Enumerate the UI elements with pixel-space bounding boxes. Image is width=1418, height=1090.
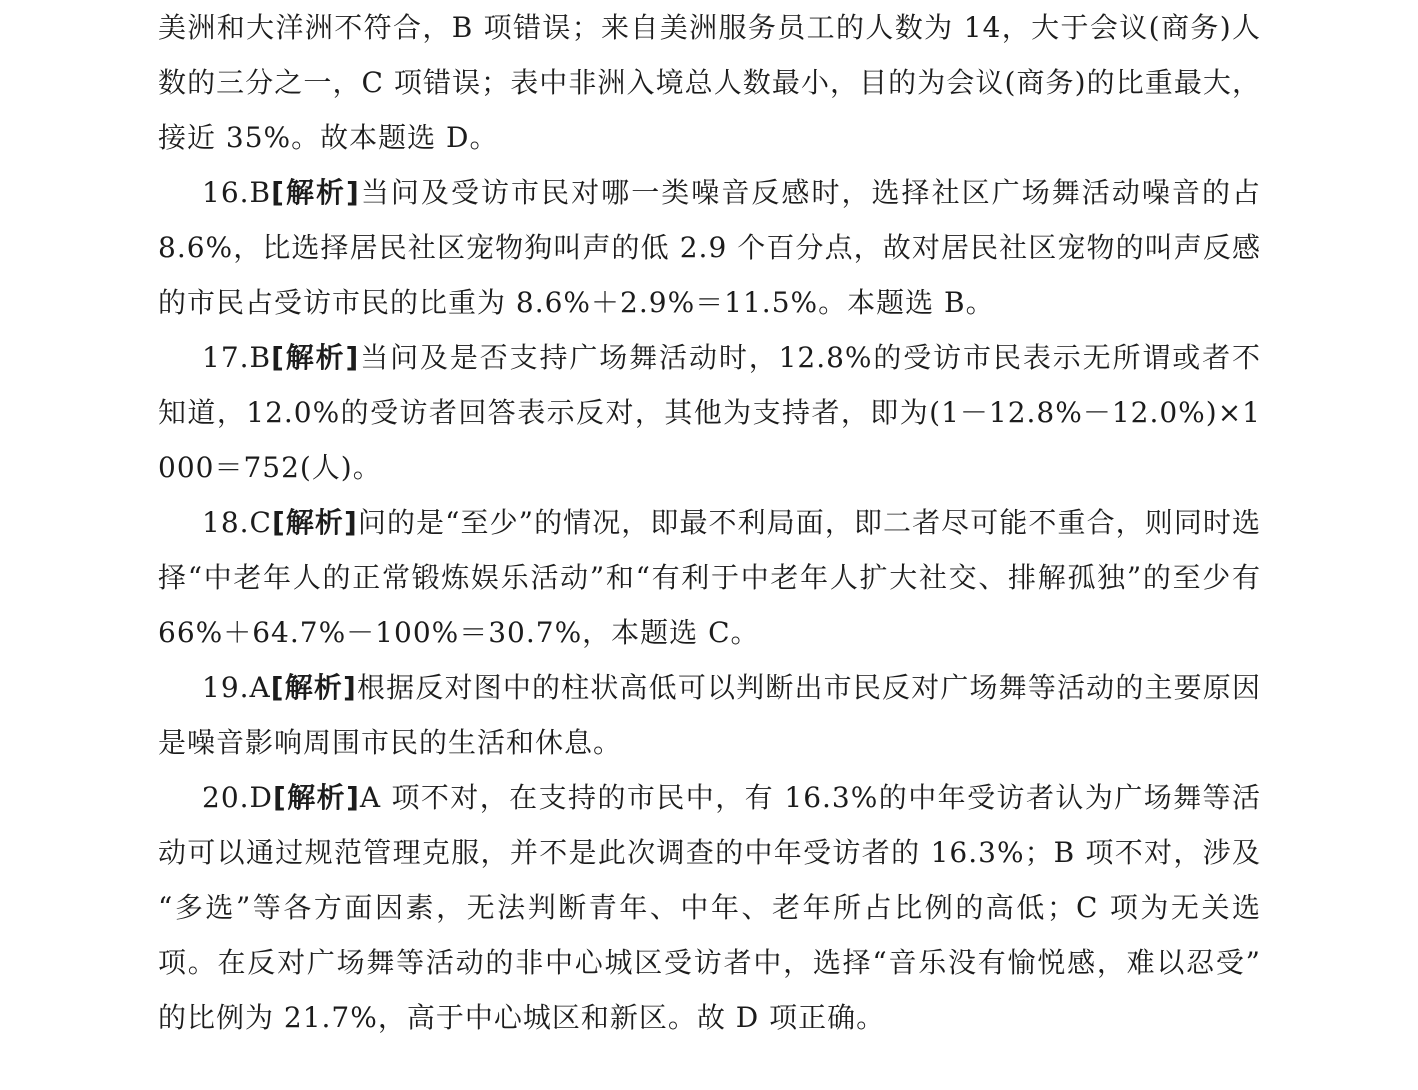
question-number: 19.A — [202, 671, 271, 704]
paragraph-text: 当问及是否支持广场舞活动时，12.8%的受访市民表示无所谓或者不知道，12.0%的受访者回答表示反对，其他为支持者，即为(1－12.8%－12.0%)×1000＝752(人)。 — [158, 341, 1261, 484]
analysis-tag: [解析] — [271, 176, 360, 209]
paragraph-text: A 项不对，在支持的市民中，有 16.3%的中年受访者认为广场舞等活动可以通过规范管理克服，并不是此次调查的中年受访者的 16.3%；B 项不对，涉及“多选”等各方面因素，无法判断青年、中年、老年所占比例的高低；C 项为无关选项。在反对广场舞等活动的非中心城区受访者中，选择“音乐没有愉悦感，难以忍受”的比例为 21.7%，高于中心城区和新区。故 D 项正确。 — [158, 781, 1261, 1034]
paragraph-text: 根据反对图中的柱状高低可以判断出市民反对广场舞等活动的主要原因是噪音影响周围市民的生活和休息。 — [158, 671, 1261, 759]
answer-paragraph-18 — [158, 495, 1261, 660]
question-number: 17.B — [202, 341, 272, 374]
answer-paragraph-16 — [158, 165, 1261, 330]
analysis-tag: [解析] — [271, 341, 360, 374]
analysis-tag: [解析] — [271, 506, 358, 539]
answer-paragraph-17 — [158, 330, 1261, 495]
question-number: 18.C — [202, 506, 272, 539]
analysis-tag: [解析] — [272, 781, 360, 814]
paragraph-text: 美洲和大洋洲不符合，B 项错误；来自美洲服务员工的人数为 14，大于会议(商务)人数的三分之一，C 项错误；表中非洲入境总人数最小，目的为会议(商务)的比重最大，接近 35%。故本题选 D。 — [158, 11, 1261, 154]
answer-paragraph-19 — [158, 660, 1261, 770]
paragraph-text: 问的是“至少”的情况，即最不利局面，即二者尽可能不重合，则同时选择“中老年人的正常锻炼娱乐活动”和“有利于中老年人扩大社交、排解孤独”的至少有 66%＋64.7%－100%＝30.7%，本题选 C。 — [158, 506, 1261, 649]
question-number: 16.B — [202, 176, 272, 209]
analysis-tag: [解析] — [270, 671, 357, 704]
paragraph-text: 当问及受访市民对哪一类噪音反感时，选择社区广场舞活动噪音的占 8.6%，比选择居民社区宠物狗叫声的低 2.9 个百分点，故对居民社区宠物的叫声反感的市民占受访市民的比重为 8.6%＋2.9%＝11.5%。本题选 B。 — [158, 176, 1261, 319]
paragraph-continuation — [158, 0, 1261, 165]
answer-paragraph-20 — [158, 770, 1261, 1045]
question-number: 20.D — [202, 781, 273, 814]
